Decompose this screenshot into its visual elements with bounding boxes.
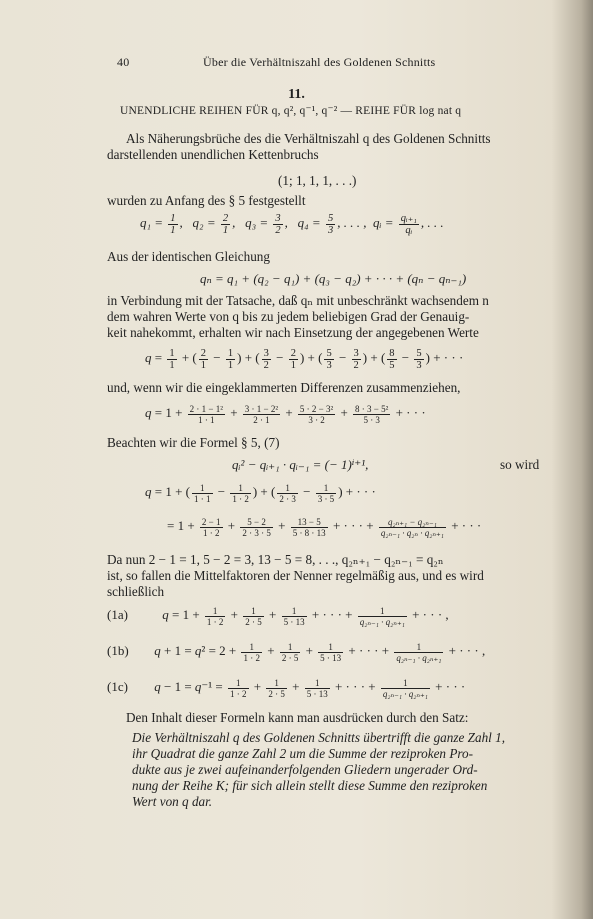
paragraph-line: Beachten wir die Formel § 5, (7) [107,435,280,450]
series-brackets: q = $\frac{1}{1}$ + ( $\frac{2}{1}$ − $\frac{1}{1}$ ) + ( $\frac{3}{2}$ − $\frac{2}{1}$ ) + ( $\frac{5}{3}$ − $\frac{3}{2}$ ) + ( $\frac{8}{5}$ − $\frac{5}{3}$ ) + · · · [145,347,464,371]
paragraph-line: in Verbindung mit der Tatsache, daß qₙ mit unbeschränkt wachsendem n [107,293,489,308]
theorem-line: dukte aus je zwei aufeinanderfolgenden Gliedern ungerader Ord- [132,762,478,777]
fraction: $\frac{\text{qᵢ₊₁}}{\text{qᵢ}}$ [400,212,417,236]
fraction: $\frac{2}{1}$ [222,212,229,236]
theorem-line: ihr Quadrat die ganze Zahl 2 um die Summe der reziproken Pro- [132,746,474,761]
section-number: 11. [288,87,305,102]
equation-tag: (1b) [107,643,129,658]
paragraph-line: schließlich [107,584,165,599]
paragraph-line: wurden zu Anfang des § 5 festgestellt [107,193,306,208]
running-title: Über die Verhältniszahl des Goldenen Schnitts [203,55,436,69]
so-wird: so wird [500,457,540,472]
theorem-line: Wert von q dar. [132,794,213,809]
fraction: $\frac{1}{1}$ [170,212,176,236]
paragraph-line: darstellenden unendlichen Kettenbruchs [107,147,319,162]
page-number: 40 [117,55,130,69]
formula-1b: (1b) q + 1 = q² = 2 + $\frac{1}{1 \cdot 2}$ + $\frac{1}{2 \cdot 5}$ + $\frac{1}{5 \cdot 13}$ + · · · + $\frac{1}{\text{q₂ₙ₋₁ · q₂ₙ₊₁}}$ + · · · , [107,634,485,668]
series-contracted: q = 1 + $\frac{\text{2 · 1 − 1²}}{1 \cdot 1}$ + $\frac{\text{3 · 1 − 2²}}{2 \cdot 1}$ + $\frac{\text{5 · 2 − 3²}}{3 \cdot 2}$ + $\frac{\text{8 · 3 − 5²}}{5 \cdot 3}$ + · · · [145,403,426,425]
paragraph-line: und, wenn wir die eingeklammerten Differenzen zusammenziehen, [107,380,461,395]
fraction: $\frac{3}{2}$ [275,212,281,236]
formula-1a: (1a) q = 1 + $\frac{1}{1 \cdot 2}$ + $\frac{1}{2 \cdot 5}$ + $\frac{1}{5 \cdot 13}$ + · · · + $\frac{1}{\text{q₂ₙ₋₁ · q₂ₙ₊₁}}$ + · · · , [107,598,449,632]
paragraph-line: Da nun 2 − 1 = 1, 5 − 2 = 3, 13 − 5 = 8, . . ., q₂ₙ₊₁ − q₂ₙ₋₁ = q₂ₙ [107,552,444,567]
theorem-line: nung der Reihe K; für sich allein stellt diese Summe den reziproken [132,778,488,793]
section-title: UNENDLICHE REIHEN FÜR q, q², q⁻¹, q⁻² — REIHE FÜR log nat q [120,105,462,117]
formula-7: qᵢ² − qᵢ₊₁ · qᵢ₋₁ = (− 1)ⁱ⁺¹, [232,457,369,472]
equation-tag: (1c) [107,679,128,694]
paragraph-line: Als Näherungsbrüche des die Verhältniszahl q des Goldenen Schnitts [126,131,491,146]
series-expanded: = 1 + $\frac{2 - 1}{1 \cdot 2}$ + $\frac{5 - 2}{2 \cdot 3 \cdot 5}$ + $\frac{13 - 5}{5 \cdot 8 \cdot 13}$ + · · · + $\frac{\text{q₂ₙ₊₁ − q₂ₙ₋₁}}{\text{q₂ₙ₋₁ · q₂ₙ · q₂ₙ₊₁}}$ + · · · [167,516,482,538]
paragraph-line: keit nahekommt, erhalten wir nach Einsetzung der angegebenen Werte [107,325,479,340]
fraction: $\frac{5}{3}$ [327,212,334,236]
paragraph-line: Den Inhalt dieser Formeln kann man ausdrücken durch den Satz: [126,710,469,725]
formula-1c: (1c) q − 1 = q⁻¹ = $\frac{1}{1 \cdot 2}$ + $\frac{1}{2 \cdot 5}$ + $\frac{1}{5 \cdot 13}$ + · · · + $\frac{1}{\text{q₂ₙ₋₁ · q₂ₙ₊₁}}$ + · · · [107,670,465,704]
identity-formula: qₙ = q₁ + (q₂ − q₁) + (q₃ − q₂) + · · · + (qₙ − qₙ₋₁) [200,271,467,286]
theorem-line: Die Verhältniszahl q des Goldenen Schnitts übertrifft die ganze Zahl 1, [132,730,506,745]
paragraph-line: ist, so fallen die Mittelfaktoren der Nenner regelmäßig aus, und es wird [107,568,484,583]
paragraph-line: Aus der identischen Gleichung [107,249,270,264]
convergents-formula: q₁ = $\frac{1}{1}$ , q₂ = $\frac{2}{1}$ , q₃ = $\frac{3}{2}$ , q₄ = $\frac{5}{3}$ , . . . , qᵢ = $\frac{\text{qᵢ₊₁}}{\text{qᵢ}}$ , . . . [140,212,444,236]
equation-tag: (1a) [107,607,128,622]
continued-fraction: (1; 1, 1, 1, . . .) [278,173,357,188]
series-reciprocal: q = 1 + ( $\frac{1}{1 \cdot 1}$ − $\frac{1}{1 \cdot 2}$ ) + ( $\frac{1}{2 \cdot 3}$ − $\frac{1}{3 \cdot 5}$ ) + · · · [145,482,376,504]
paragraph-line: dem wahren Werte von q bis zu jedem beliebigen Grad der Genauig- [107,309,470,324]
